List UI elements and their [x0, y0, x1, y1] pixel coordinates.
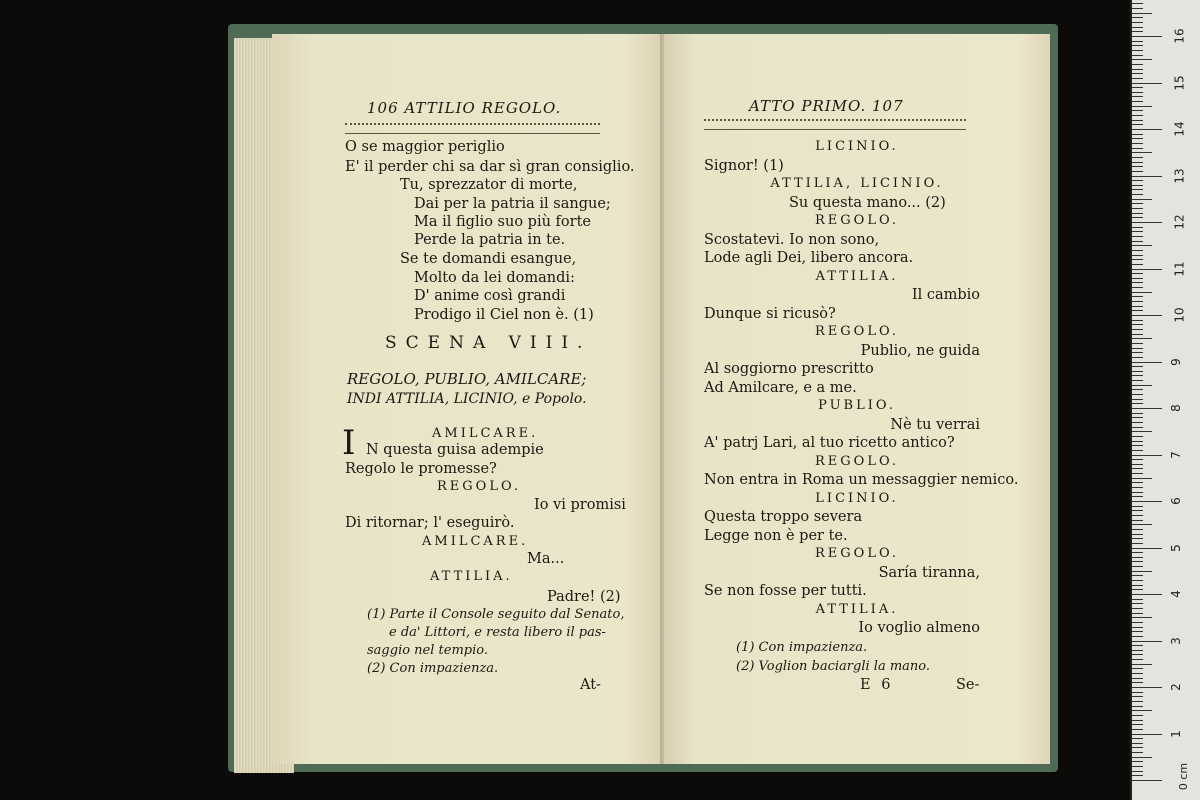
ruler-tick: [1132, 166, 1143, 167]
speech-line: Saría tiranna,: [878, 564, 980, 581]
ruler-tick: [1132, 441, 1143, 442]
ruler-tick: [1132, 13, 1152, 14]
ruler-tick: [1132, 352, 1143, 353]
footnote: e da' Littori, e resta libero il pas-: [389, 625, 606, 640]
speaker-name: PUBLIO.: [818, 398, 896, 413]
speech-line: N questa guisa adempie: [366, 442, 544, 458]
ruler-tick: [1132, 645, 1143, 646]
speech-line: Non entra in Roma un messaggier nemico.: [704, 472, 1019, 488]
header-ornament: [345, 123, 600, 134]
ruler-tick: [1132, 543, 1143, 544]
footnote: (2) Voglion baciargli la mano.: [736, 659, 931, 674]
verse-line: D' anime così grandi: [414, 288, 566, 304]
ruler-label: 11: [1172, 260, 1187, 277]
speech-line: A' patrj Lari, al tuo ricetto antico?: [704, 435, 955, 451]
footnote: saggio nel tempio.: [367, 643, 488, 658]
ruler-tick: [1132, 575, 1143, 576]
ruler-tick: [1132, 431, 1152, 432]
speech-line: Io vi promisi: [534, 497, 626, 513]
speech-line: Signor! (1): [704, 157, 784, 174]
ruler-tick: [1132, 152, 1152, 153]
ruler-label: 6: [1168, 497, 1183, 505]
ruler-tick: [1132, 534, 1143, 535]
speaker-name: LICINIO.: [815, 139, 899, 154]
ruler-tick: [1132, 236, 1143, 237]
ruler-tick: [1132, 162, 1143, 163]
speech-line: Se non fosse per tutti.: [704, 583, 867, 599]
ruler-tick: [1132, 329, 1143, 330]
ruler-tick: [1132, 250, 1143, 251]
ruler-tick: [1132, 608, 1143, 609]
speech-line: Io voglio almeno: [858, 620, 980, 636]
ruler-tick: [1132, 282, 1143, 283]
ruler-tick: [1132, 217, 1143, 218]
ruler-tick: [1132, 134, 1143, 135]
cast-list: REGOLO, PUBLIO, AMILCARE;: [347, 370, 587, 388]
verse-line: Ma il figlio suo più forte: [414, 214, 591, 230]
header-ornament: [704, 119, 966, 130]
ruler-tick: [1132, 143, 1143, 144]
ruler-label: 12: [1172, 214, 1187, 230]
ruler-label: 13: [1172, 167, 1187, 184]
ruler-tick: [1132, 724, 1143, 725]
speech-line: Scostatevi. Io non sono,: [704, 231, 880, 248]
ruler-tick: [1132, 552, 1143, 553]
ruler-tick: [1132, 761, 1143, 762]
ruler-tick: [1132, 427, 1143, 428]
ruler-tick: [1132, 622, 1143, 623]
verse-line: O se maggior periglio: [345, 139, 505, 155]
ruler-tick: [1132, 515, 1143, 516]
ruler-tick: [1132, 110, 1143, 111]
ruler-tick: [1132, 222, 1162, 223]
ruler-tick: [1132, 641, 1162, 642]
ruler-tick: [1132, 292, 1152, 293]
ruler-tick: [1132, 492, 1143, 493]
ruler-tick: [1132, 706, 1143, 707]
measurement-ruler: [1130, 0, 1200, 800]
verse-line: Molto da lei domandi:: [414, 270, 575, 286]
ruler-tick: [1132, 87, 1143, 88]
ruler-tick: [1132, 50, 1143, 51]
ruler-tick: [1132, 422, 1143, 423]
ruler-label: 4: [1168, 590, 1183, 598]
verse-line: Se te domandi esangue,: [400, 251, 577, 267]
ruler-tick: [1132, 729, 1143, 730]
speech-line: Al soggiorno prescritto: [704, 361, 874, 377]
speaker-name: REGOLO.: [815, 213, 899, 228]
ruler-tick: [1132, 571, 1152, 572]
ruler-tick: [1132, 682, 1143, 683]
verse-line: Perde la patria in te.: [414, 232, 566, 248]
ruler-tick: [1132, 394, 1143, 395]
left-page: [272, 34, 664, 764]
speaker-name: ATTILIA.: [815, 268, 899, 284]
speech-line: Questa troppo severa: [704, 509, 863, 525]
scene-heading: SCENA VIII.: [385, 333, 592, 353]
ruler-label: 14: [1172, 121, 1187, 137]
open-book: [222, 16, 1062, 776]
speech-line: Legge non è per te.: [704, 527, 848, 544]
ruler-tick: [1132, 650, 1143, 651]
ruler-tick: [1132, 673, 1143, 674]
ruler-tick: [1132, 506, 1143, 507]
speaker-name: LICINIO.: [815, 490, 899, 506]
ruler-label: 5: [1168, 543, 1183, 552]
ruler-tick: [1132, 757, 1152, 758]
ruler-tick: [1132, 92, 1143, 93]
ruler-tick: [1132, 310, 1143, 311]
ruler-tick: [1132, 752, 1143, 753]
ruler-tick: [1132, 124, 1143, 125]
ruler-tick: [1132, 338, 1152, 339]
ruler-tick: [1132, 180, 1143, 181]
footnote: (1) Parte il Console seguito dal Senato,: [367, 607, 625, 622]
ruler-tick: [1132, 436, 1143, 437]
ruler-tick: [1132, 357, 1143, 358]
speech-line: Nè tu verrai: [890, 416, 980, 433]
ruler-label: 7: [1168, 450, 1183, 459]
ruler-tick: [1132, 306, 1143, 307]
cast-list: INDI ATTILIA, LICINIO, e Popolo.: [347, 391, 587, 407]
ruler-tick: [1132, 668, 1143, 669]
ruler-tick: [1132, 45, 1143, 46]
ruler-tick: [1132, 585, 1143, 586]
ruler-tick: [1132, 106, 1152, 107]
ruler-tick: [1132, 473, 1143, 474]
ruler-tick: [1132, 208, 1143, 209]
left-page-header: 106 ATTILIO REGOLO.: [367, 99, 562, 117]
ruler-tick: [1132, 413, 1143, 414]
speaker-name: ATTILIA, LICINIO.: [770, 176, 944, 191]
ruler-tick: [1132, 343, 1143, 344]
ruler-tick: [1132, 324, 1143, 325]
footnote: (1) Con impazienza.: [736, 640, 868, 655]
ruler-tick: [1132, 189, 1143, 190]
ruler-tick: [1132, 654, 1143, 655]
ruler-tick: [1132, 101, 1143, 102]
ruler-tick: [1132, 450, 1143, 451]
ruler-tick: [1132, 399, 1143, 400]
ruler-tick: [1132, 3, 1143, 4]
ruler-tick: [1132, 255, 1143, 256]
speech-line: Su questa mano... (2): [789, 194, 946, 211]
right-page: [664, 34, 1050, 764]
ruler-tick: [1132, 64, 1143, 65]
ruler-tick: [1132, 227, 1143, 228]
speaker-name: REGOLO.: [437, 479, 521, 494]
ruler-tick: [1132, 278, 1143, 279]
speech-line: Di ritornar; l' eseguirò.: [345, 515, 515, 531]
right-page-header: ATTO PRIMO. 107: [749, 97, 904, 115]
ruler-tick: [1132, 520, 1143, 521]
ruler-tick: [1132, 557, 1143, 558]
ruler-tick: [1132, 199, 1152, 200]
ruler-tick: [1132, 176, 1162, 177]
ruler-tick: [1132, 389, 1143, 390]
ruler-tick: [1132, 385, 1152, 386]
ruler-tick: [1132, 692, 1143, 693]
ruler-tick: [1132, 231, 1143, 232]
speaker-name: AMILCARE.: [422, 534, 529, 549]
ruler-label: 3: [1168, 636, 1183, 645]
verse-line: E' il perder chi sa dar sì gran consiglio.: [345, 159, 635, 175]
ruler-tick: [1132, 771, 1143, 772]
ruler-tick: [1132, 496, 1143, 497]
ruler-tick: [1132, 371, 1143, 372]
ruler-label: 10: [1172, 307, 1187, 323]
ruler-tick: [1132, 445, 1143, 446]
ruler-tick: [1132, 96, 1143, 97]
catchword: Se-: [956, 677, 980, 693]
speaker-name: REGOLO.: [815, 453, 899, 469]
ruler-tick: [1132, 301, 1143, 302]
speaker-name: ATTILIA.: [430, 569, 513, 584]
ruler-tick: [1132, 617, 1152, 618]
ruler-tick: [1132, 315, 1162, 316]
ruler-tick: [1132, 696, 1143, 697]
ruler-tick: [1132, 320, 1143, 321]
speech-line: Ma...: [527, 551, 565, 567]
footnote: (2) Con impazienza.: [367, 661, 499, 676]
ruler-tick: [1132, 115, 1143, 116]
ruler-tick: [1132, 743, 1143, 744]
ruler-tick: [1132, 715, 1143, 716]
speech-line: Lode agli Dei, libero ancora.: [704, 250, 914, 266]
ruler-tick: [1132, 83, 1162, 84]
ruler-label: 2: [1168, 683, 1183, 691]
speech-line: Padre! (2): [547, 589, 621, 605]
ruler-tick: [1132, 245, 1152, 246]
ruler-tick: [1132, 120, 1143, 121]
ruler-tick: [1132, 241, 1143, 242]
ruler-tick: [1132, 659, 1143, 660]
ruler-tick: [1132, 380, 1143, 381]
ruler-tick: [1132, 464, 1143, 465]
ruler-tick: [1132, 185, 1143, 186]
ruler-tick: [1132, 362, 1162, 363]
ruler-tick: [1132, 738, 1143, 739]
speaker-name: ATTILIA.: [815, 601, 899, 617]
ruler-tick: [1132, 631, 1143, 632]
ruler-tick: [1132, 747, 1143, 748]
ruler-tick: [1132, 203, 1143, 204]
ruler-tick: [1132, 194, 1143, 195]
ruler-tick: [1132, 296, 1143, 297]
ruler-tick: [1132, 269, 1162, 270]
ruler-tick: [1132, 408, 1162, 409]
ruler-tick: [1132, 561, 1143, 562]
ruler-tick: [1132, 259, 1143, 260]
ruler-tick: [1132, 603, 1143, 604]
ruler-tick: [1132, 55, 1143, 56]
ruler-label: 8: [1168, 404, 1183, 412]
signature-mark: E 6: [860, 677, 894, 693]
ruler-label: 15: [1172, 74, 1187, 91]
ruler-tick: [1132, 375, 1143, 376]
ruler-tick: [1132, 334, 1143, 335]
ruler-tick: [1132, 701, 1143, 702]
ruler-tick: [1132, 594, 1162, 595]
speaker-name: REGOLO.: [815, 546, 899, 561]
ruler-label: 1: [1168, 729, 1183, 738]
ruler-tick: [1132, 566, 1143, 567]
ruler-tick: [1132, 273, 1143, 274]
ruler-tick: [1132, 482, 1143, 483]
ruler-tick: [1132, 287, 1143, 288]
ruler-tick: [1132, 138, 1143, 139]
ruler-tick: [1132, 538, 1143, 539]
ruler-tick: [1132, 78, 1143, 79]
ruler-tick: [1132, 264, 1143, 265]
ruler-tick: [1132, 148, 1143, 149]
ruler-tick: [1132, 687, 1162, 688]
ruler-tick: [1132, 69, 1143, 70]
verse-line: Tu, sprezzator di morte,: [400, 177, 578, 193]
speech-line: Il cambio: [911, 287, 980, 303]
speech-line: Ad Amilcare, e a me.: [704, 379, 857, 396]
ruler-tick: [1132, 157, 1143, 158]
ruler-tick: [1132, 548, 1162, 549]
ruler-tick: [1132, 59, 1152, 60]
ruler-tick: [1132, 529, 1143, 530]
ruler-tick: [1132, 780, 1162, 781]
ruler-tick: [1132, 417, 1143, 418]
ruler-tick: [1132, 366, 1143, 367]
ruler-tick: [1132, 501, 1162, 502]
ruler-tick: [1132, 487, 1143, 488]
ruler-tick: [1132, 41, 1143, 42]
ruler-tick: [1132, 710, 1152, 711]
ruler-tick: [1132, 589, 1143, 590]
verse-line: Prodigo il Ciel non è. (1): [414, 307, 594, 323]
ruler-tick: [1132, 171, 1143, 172]
ruler-tick: [1132, 678, 1143, 679]
speech-line: Regolo le promesse?: [345, 461, 497, 477]
ruler-tick: [1132, 775, 1143, 776]
ruler-tick: [1132, 403, 1143, 404]
speech-line: Publio, ne guida: [860, 342, 980, 359]
ruler-label: 9: [1168, 357, 1183, 366]
ruler-tick: [1132, 27, 1143, 28]
ruler-tick: [1132, 478, 1152, 479]
ruler-tick: [1132, 455, 1162, 456]
speaker-name: AMILCARE.: [432, 426, 539, 441]
catchword: At-: [580, 677, 601, 693]
ruler-tick: [1132, 8, 1143, 9]
ruler-tick: [1132, 36, 1162, 37]
ruler-tick: [1132, 580, 1143, 581]
ruler-tick: [1132, 213, 1143, 214]
drop-capital: I: [342, 423, 356, 463]
ruler-tick: [1132, 599, 1143, 600]
ruler-tick: [1132, 348, 1143, 349]
ruler-tick: [1132, 766, 1143, 767]
ruler-tick: [1132, 468, 1143, 469]
ruler-tick: [1132, 664, 1152, 665]
speech-line: Dunque si ricusò?: [704, 305, 836, 322]
ruler-tick: [1132, 31, 1143, 32]
ruler-tick: [1132, 510, 1143, 511]
ruler-tick: [1132, 613, 1143, 614]
ruler-tick: [1132, 636, 1143, 637]
ruler-tick: [1132, 129, 1162, 130]
ruler-tick: [1132, 73, 1143, 74]
ruler-tick: [1132, 734, 1162, 735]
ruler-unit-label: 0 cm: [1177, 762, 1191, 791]
ruler-tick: [1132, 720, 1143, 721]
ruler-tick: [1132, 627, 1143, 628]
ruler-tick: [1132, 524, 1152, 525]
verse-line: Dai per la patria il sangue;: [414, 196, 611, 212]
ruler-tick: [1132, 17, 1143, 18]
ruler-tick: [1132, 459, 1143, 460]
ruler-tick: [1132, 22, 1143, 23]
ruler-label: 16: [1172, 28, 1187, 44]
speaker-name: REGOLO.: [815, 324, 899, 339]
